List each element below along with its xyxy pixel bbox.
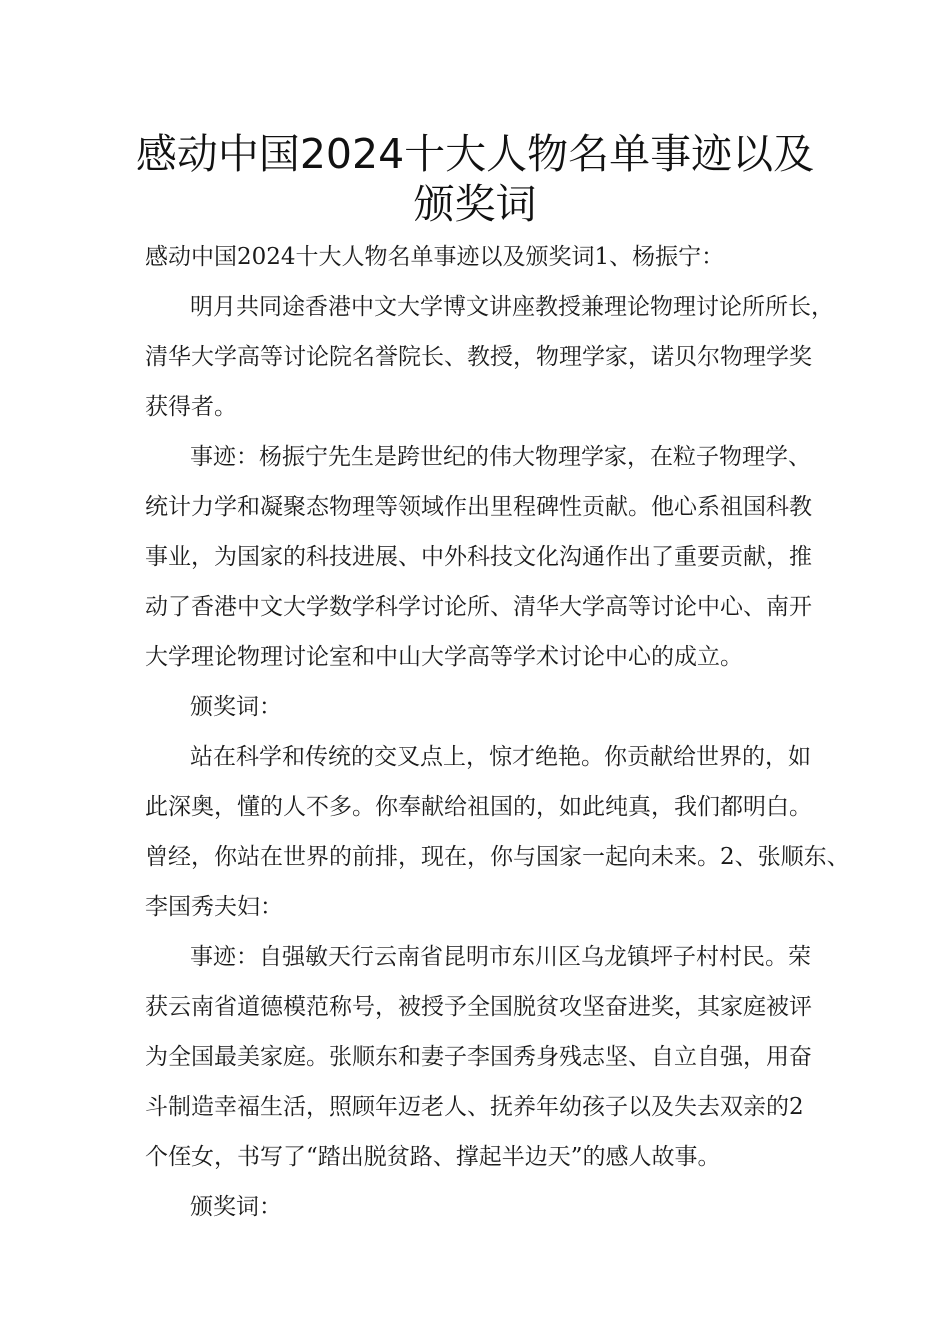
paragraph-line: 事迹：杨振宁先生是跨世纪的伟大物理学家，在粒子物理学、 [190,444,811,470]
award-speech-heading: 颁奖词： [190,694,282,720]
paragraph-line: 统计力学和凝聚态物理等领域作出里程碑性贡献。他心系祖国科教 [145,494,812,520]
paragraph-line: 动了香港中文大学数学科学讨论所、清华大学高等讨论中心、南开 [145,594,812,620]
paragraph-line: 事业，为国家的科技进展、中外科技文化沟通作出了重要贡献，推 [145,544,812,570]
paragraph-line: 事迹：自强敏天行云南省昆明市东川区乌龙镇坪子村村民。荣 [190,944,811,970]
paragraph-line: 获得者。 [145,394,237,420]
paragraph-line: 大学理论物理讨论室和中山大学高等学术讨论中心的成立。 [145,644,743,670]
paragraph-line: 明月共同途香港中文大学博文讲座教授兼理论物理讨论所所长， [190,294,834,320]
paragraph-line: 清华大学高等讨论院名誉院长、教授，物理学家，诺贝尔物理学奖 [145,344,812,370]
award-speech-heading: 颁奖词： [190,1194,282,1220]
intro-line: 感动中国2024十大人物名单事迹以及颁奖词1、杨振宁： [145,244,725,270]
paragraph-line: 李国秀夫妇： [145,894,283,920]
paragraph-line: 斗制造幸福生活，照顾年迈老人、抚养年幼孩子以及失去双亲的2 [145,1094,804,1120]
paragraph-line: 个侄女，书写了“踏出脱贫路、撑起半边天”的感人故事。 [145,1144,721,1170]
paragraph-line: 此深奥，懂的人不多。你奉献给祖国的，如此纯真，我们都明白。 [145,794,812,820]
paragraph-line: 为全国最美家庭。张顺东和妻子李国秀身残志坚、自立自强，用奋 [145,1044,812,1070]
paragraph-line: 获云南省道德模范称号，被授予全国脱贫攻坚奋进奖，其家庭被评 [145,994,812,1020]
document-title-line-1: 感动中国2024十大人物名单事迹以及 [135,130,815,178]
paragraph-line: 站在科学和传统的交叉点上，惊才绝艳。你贡献给世界的，如 [190,744,811,770]
paragraph-line: 曾经，你站在世界的前排，现在，你与国家一起向未来。2、张顺东、 [145,844,850,870]
document-title-line-2: 颁奖词 [413,180,537,228]
